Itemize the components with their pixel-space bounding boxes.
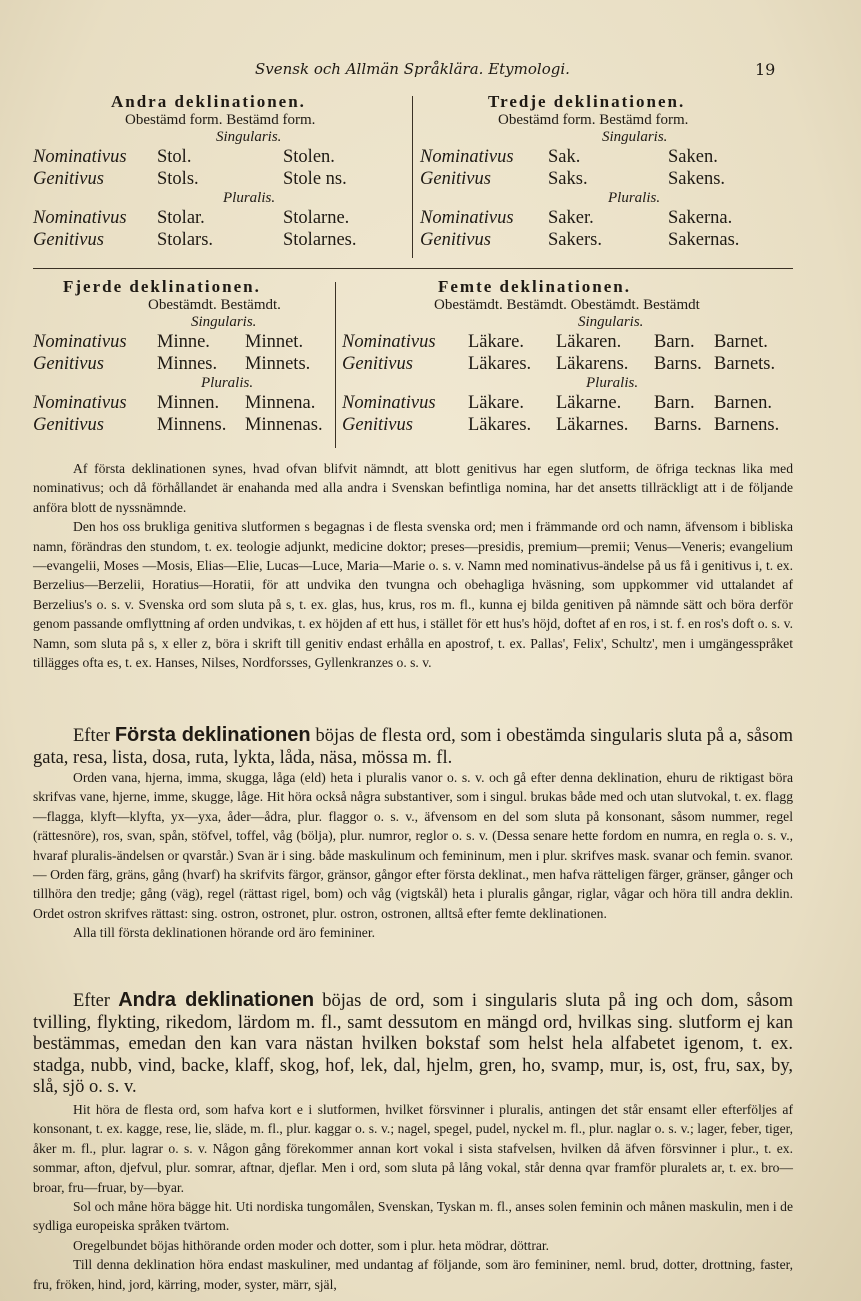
heading-andra-deklinationen: Andra deklinationen [118,989,315,1011]
paragraph: Den hos oss brukliga genitiva slutformen s begagnas i de flesta svenska ord; men i främmande ord och namn, äfvensom i bibliska namn, förändras den stundom, t. ex. teologie adjunkt, medicine doktor; preses—presidis, premium—premii; Venus—Veneris; evangelium —evangelii, Moses —Mosis, Elias—Elie, Lucas—Luce, Maria—Marie o. s. v. Namn med nominativus-ändelse på us få i genitivus i, t. ex. Berzelius—Berzelii, Horatius—Horatii, för att undvika den tvungna och obehagliga hväsning, som uppkommer vid uttalandet af Berzelius's o. s. v. Svenska ord som sluta på s, t. ex. glas, hus, krus, ros m. fl., kunna ej bilda genitiven på nämnde sätt och böra derför genom passande omflyttning af orden undvikas, t. ex höjden af ett hus, i stället för ett hus's höjd, doftet af en ros, i st. f. en ros's doft o. s. v. Namn, som sluta på s, x eller z, böra i skrift till genitiv endast erhålla en apostrof, t. ex. Pallas', Felix', Schultz', men i umgängesspråket tillägges ofta es, t. ex. Hanses, Nilses, Nordforsses, Gyllenkranzes o. s. v. [33,519,793,671]
decl2-table [33,92,408,251]
paragraph: Efter Första deklinationen böjas de flesta ord, som i obestämda singularis sluta på a, såsom gata, resa, lista, dosa, ruta, lykta, låda, näsa, mössa m. fl. [33,724,793,768]
second-declension-intro [33,990,793,1099]
decl2-singular-label: Singularis. [216,129,282,145]
decl4-row: Genitivus Minnens. Minnenas. [33,415,323,435]
page-header [0,60,861,84]
decl2-row: Genitivus Stolars. Stolarnes. [33,230,357,250]
paragraph: Orden vana, hjerna, imma, skugga, låga (eld) heta i pluralis vanor o. s. v. och gå efter denna deklination, ehuru de riktigast böra skrifvas vane, hjerne, imme, skugge, låge. Hit höra också några substantiver, som i singul. brukas både med och utan slutvokal, t. ex. flagg—flagga, klyft—klyfta, yx—yxa, åder—ådra, plur. flaggor o. s. v., äfvensom en del som sluta på konsonant, såsom nummer, regel (rättesnöre), ros, svan, spån, stöfvel, toffel, våg (bölja), plur. numror, reglor o. s. v. (Dessa senare hette fordom en numra, en regla o. s. v., hvaraf pluralis-ändelsen or qvarstår.) Svan är i sing. både maskulinum och femininum, men i plur. skrifves mask. svanar och femin. svanor. — Orden färg, gräns, gång (hvarf) ha skrifvits färgor, gränsor, gångor efter första deklinat., men hafva rätteligen färger, gränser, gånger och tillhöra den tredje; gång (väg), regel (rättast rigel, bom) och våg (vigtskål) heta i pluralis gångar, riglar, vågar och höra till andra deklin. Ordet ostron skrifves rättast: sing. ostron, ostronet, plur. ostron, ostronen, alltså efter femte deklinationen. [33,770,793,921]
decl3-singular-label: Singularis. [602,129,668,145]
heading-forsta-deklinationen: Första deklinationen [114,724,311,746]
second-declension-notes [33,1100,793,1294]
decl3-title: Tredje deklinationen. [488,92,686,111]
decl4-singular-label: Singularis. [191,314,257,330]
decl2-plural-label: Pluralis. [223,190,276,206]
decl3-row: Genitivus Sakers. Sakernas. [420,230,740,250]
paragraph: Af första deklinationen synes, hvad ofvan blifvit nämndt, att blott genitivus har egen slutform, de öfriga tecknas lika med nominativus; och då förhållandet är enahanda med alla andra i Svenskan befintliga nomina, har det ansetts tillräckligt att i de följande anföra blott de nyssnämnde. [33,461,793,515]
decl3-row: Nominativus Saker. Sakerna. [420,208,733,228]
column-divider [412,96,413,258]
decl2-row: Genitivus Stols. Stole ns. [33,169,347,189]
running-title: Svensk och Allmän Språklära. Etymologi. [255,60,570,78]
decl5-columns: Obestämdt. Bestämdt. Obestämdt. Bestämdt [434,297,700,313]
decl3-columns: Obestämd form. Bestämd form. [498,112,689,128]
decl5-singular-label: Singularis. [578,314,644,330]
first-declension-intro [33,725,793,769]
decl4-row: Nominativus Minnen. Minnena. [33,393,316,413]
section-rule [33,268,793,269]
paragraph: Alla till första deklinationen hörande ord äro femininer. [73,925,375,941]
decl4-columns: Obestämdt. Bestämdt. [148,297,281,313]
small-print-section [33,459,793,672]
decl5-table [342,277,797,436]
decl5-row: Nominativus Läkare. Läkaren. Barn. Barnet. [342,332,768,352]
decl5-row: Genitivus Läkares. Läkarens. Barns. Barnets. [342,354,776,374]
decl5-title: Femte deklinationen. [438,277,631,296]
decl3-row: Genitivus Saks. Sakens. [420,169,726,189]
decl4-table [33,277,333,436]
column-divider [335,282,336,448]
decl4-row: Genitivus Minnes. Minnets. [33,354,311,374]
paragraph: Till denna deklination höra endast maskuliner, med undantag af följande, som äro femininer, neml. brud, dotter, drottning, faster, fru, fröken, hind, jord, kärring, moder, syster, märr, själ, [33,1257,793,1292]
decl2-row: Nominativus Stol. Stolen. [33,147,335,167]
decl3-table [420,92,820,251]
decl5-row: Nominativus Läkare. Läkarne. Barn. Barnen. [342,393,773,413]
decl2-row: Nominativus Stolar. Stolarne. [33,208,350,228]
decl4-row: Nominativus Minne. Minnet. [33,332,304,352]
decl5-plural-label: Pluralis. [586,375,639,391]
paragraph: Oregelbundet böjas hithörande orden moder och dotter, som i plur. heta mödrar, döttrar. [73,1237,550,1253]
page-number: 19 [755,60,776,79]
paragraph: Efter Andra deklinationen böjas de ord, som i singularis sluta på ing och dom, såsom tvilling, flykting, rikedom, lärdom m. fl., samt dessutom en mängd ord, hvilkas sing. slutform ej kan bestämmas, emedan den kan vara nästan hvilken bokstaf som helst hela alfabetet igenom, t. ex. stadga, nubb, vind, backe, klaff, skog, hof, lek, dal, hjelm, gren, ho, svamp, mur, is, ost, fru, sax, by, slå, sjö o. s. v. [33,989,793,1098]
decl3-row: Nominativus Sak. Saken. [420,147,718,167]
paragraph: Sol och måne höra bägge hit. Uti nordiska tungomålen, Svenskan, Tyskan m. fl., anses solen feminin och månen maskulin, men i de sydliga europeiska språken tvärtom. [33,1199,793,1234]
first-declension-notes [33,768,793,943]
decl2-title: Andra deklinationen. [111,92,306,111]
decl4-plural-label: Pluralis. [201,375,254,391]
decl3-plural-label: Pluralis. [608,190,661,206]
decl5-row: Genitivus Läkares. Läkarnes. Barns. Barnens. [342,415,780,435]
paragraph: Hit höra de flesta ord, som hafva kort e i slutformen, hvilket försvinner i pluralis, antingen det står ensamt eller efterföljes af konsonant, t. ex. kagge, rese, lie, släde, m. fl., plur. kaggar o. s. v.; nagel, spegel, pudel, nyckel m. fl., plur. naglar o. s. v.; lager, feber, tiger, åker m. fl., plur. lagrar o. s. v. Någon gång förekommer annan kort vokal i sista stafvelsen, hvilken då äfven försvinner i plur., t. ex. sommar, afton, djefvul, plur. somrar, aftnar, djeflar. Men i ord, som sluta på lång vokal, står denna qvar framför pluralets ar, t. ex. bro—broar, fru—fruar, by—byar. [33,1102,793,1195]
decl4-title: Fjerde deklinationen. [63,277,261,296]
decl2-columns: Obestämd form. Bestämd form. [125,112,316,128]
